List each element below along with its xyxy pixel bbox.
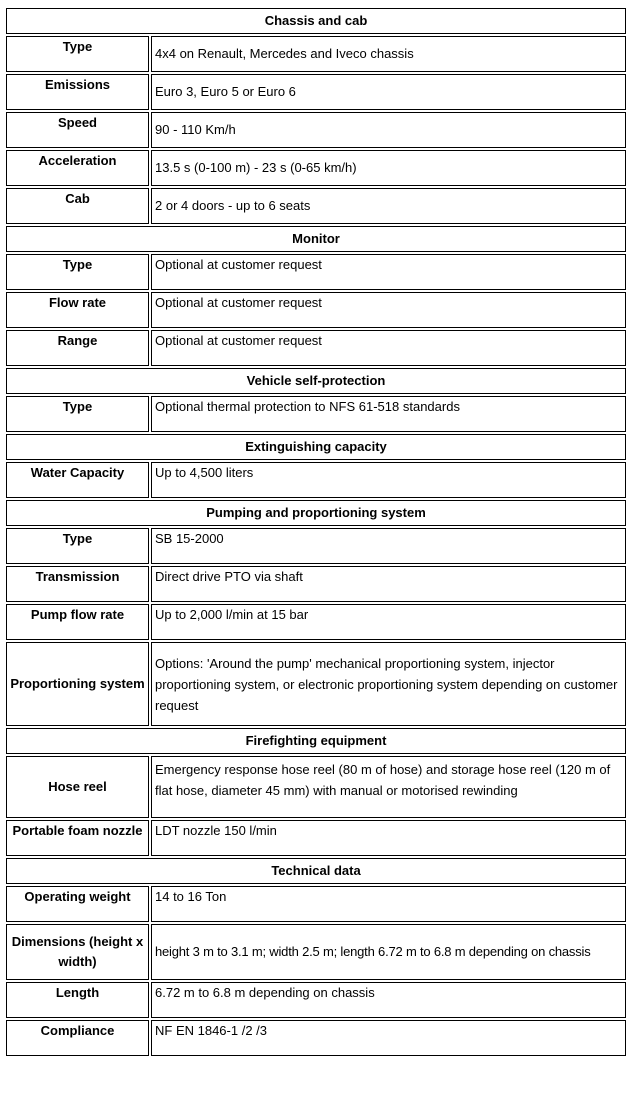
section-title: Pumping and proportioning system [6,500,626,526]
row-label: Water Capacity [6,462,149,498]
row-value: 13.5 s (0-100 m) - 23 s (0-65 km/h) [151,150,626,186]
row-label: Acceleration [6,150,149,186]
row-label: Range [6,330,149,366]
table-row [6,982,626,1018]
row-value: 14 to 16 Ton [151,886,626,922]
table-row [6,1020,626,1056]
row-label: Operating weight [6,886,149,922]
section-header-row [6,500,626,526]
section-header-row [6,226,626,252]
row-label: Hose reel [6,756,149,818]
table-row [6,566,626,602]
row-label: Compliance [6,1020,149,1056]
section-header-row [6,368,626,394]
spec-sheet [4,6,628,1058]
table-row [6,330,626,366]
section-title: Monitor [6,226,626,252]
table-row [6,756,626,818]
row-label: Type [6,254,149,290]
table-row [6,396,626,432]
row-value: 4x4 on Renault, Mercedes and Iveco chassis [151,36,626,72]
row-label: Dimensions (height x width) [6,924,149,980]
row-value: 90 - 110 Km/h [151,112,626,148]
row-label: Flow rate [6,292,149,328]
table-row [6,112,626,148]
row-value: Euro 3, Euro 5 or Euro 6 [151,74,626,110]
row-value: Direct drive PTO via shaft [151,566,626,602]
table-row [6,254,626,290]
row-label: Type [6,36,149,72]
row-value: Emergency response hose reel (80 m of hose) and storage hose reel (120 m of flat hose, diameter 45 mm) with manual or motorised rewinding [151,756,626,818]
row-value: Optional at customer request [151,292,626,328]
row-value: 6.72 m to 6.8 m depending on chassis [151,982,626,1018]
table-row [6,528,626,564]
section-header-row [6,434,626,460]
row-label: Speed [6,112,149,148]
row-label: Length [6,982,149,1018]
row-label: Emissions [6,74,149,110]
row-value: LDT nozzle 150 l/min [151,820,626,856]
table-row [6,36,626,72]
row-label: Pump flow rate [6,604,149,640]
section-header-row [6,728,626,754]
row-label: Cab [6,188,149,224]
row-label: Proportioning system [6,642,149,726]
section-title: Vehicle self-protection [6,368,626,394]
row-label: Type [6,396,149,432]
table-row [6,604,626,640]
table-row [6,642,626,726]
table-row [6,924,626,980]
section-title: Extinguishing capacity [6,434,626,460]
section-title: Technical data [6,858,626,884]
row-value: height 3 m to 3.1 m; width 2.5 m; length 6.72 m to 6.8 m depending on chassis [151,924,626,980]
row-value: Optional at customer request [151,254,626,290]
section-header-row [6,858,626,884]
row-value: Optional at customer request [151,330,626,366]
row-value: Up to 2,000 l/min at 15 bar [151,604,626,640]
section-title: Firefighting equipment [6,728,626,754]
row-label: Portable foam nozzle [6,820,149,856]
row-label: Type [6,528,149,564]
row-value: SB 15-2000 [151,528,626,564]
table-row [6,74,626,110]
row-value: Up to 4,500 liters [151,462,626,498]
spec-table [4,6,628,1058]
row-value: 2 or 4 doors - up to 6 seats [151,188,626,224]
row-value: Options: 'Around the pump' mechanical proportioning system, injector proportioning system, or electronic proportioning system depending on customer request [151,642,626,726]
row-label: Transmission [6,566,149,602]
table-row [6,188,626,224]
section-header-row [6,8,626,34]
row-value: NF EN 1846-1 /2 /3 [151,1020,626,1056]
row-value: Optional thermal protection to NFS 61-518 standards [151,396,626,432]
table-row [6,462,626,498]
table-row [6,820,626,856]
section-title: Chassis and cab [6,8,626,34]
table-row [6,292,626,328]
table-row [6,150,626,186]
table-row [6,886,626,922]
